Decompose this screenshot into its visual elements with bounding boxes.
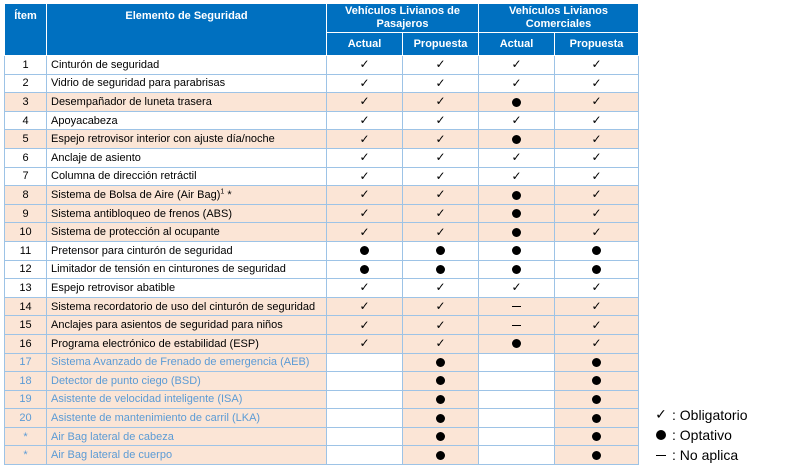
check-icon: ✓ <box>435 280 446 295</box>
check-icon: ✓ <box>435 113 446 128</box>
status-cell <box>479 390 555 409</box>
element-name-text: Columna de dirección retráctil <box>51 170 197 183</box>
element-name <box>47 167 327 186</box>
check-icon: ✓ <box>435 187 446 202</box>
table-row <box>5 111 639 130</box>
check-icon: ✓ <box>591 336 602 351</box>
status-cell <box>403 353 479 372</box>
status-cell <box>555 390 639 409</box>
element-name-text: Apoyacabeza <box>51 114 118 127</box>
status-cell <box>327 334 403 353</box>
status-cell <box>403 56 479 75</box>
check-icon: ✓ <box>511 57 522 72</box>
header-group-comerciales: Vehículos Livianos Comerciales <box>479 4 639 33</box>
element-name <box>47 297 327 316</box>
check-icon: ✓ <box>359 75 370 90</box>
status-cell <box>403 204 479 223</box>
status-cell <box>403 390 479 409</box>
status-cell <box>479 74 555 93</box>
element-name <box>47 409 327 428</box>
item-number: 10 <box>5 223 47 242</box>
header-actual-pasajeros: Actual <box>327 33 403 56</box>
item-number: 4 <box>5 111 47 130</box>
check-icon: ✓ <box>359 131 370 146</box>
table-row <box>5 74 639 93</box>
status-cell <box>479 148 555 167</box>
dot-icon <box>592 395 601 404</box>
element-name <box>47 93 327 112</box>
element-name <box>47 223 327 242</box>
status-cell <box>403 148 479 167</box>
status-cell <box>327 260 403 279</box>
element-name-text: Sistema antibloqueo de frenos (ABS) <box>51 207 232 220</box>
status-cell <box>555 316 639 335</box>
footnote-asterisk: * <box>224 188 232 201</box>
check-icon: ✓ <box>591 113 602 128</box>
table-row <box>5 260 639 279</box>
item-number: 3 <box>5 93 47 112</box>
check-icon: ✓ <box>359 57 370 72</box>
check-icon: ✓ <box>359 280 370 295</box>
element-name <box>47 148 327 167</box>
check-icon: ✓ <box>591 187 602 202</box>
dot-icon <box>592 451 601 460</box>
element-name <box>47 111 327 130</box>
status-cell <box>479 279 555 298</box>
status-cell <box>327 316 403 335</box>
check-icon: ✓ <box>591 168 602 183</box>
header-propuesta-pasajeros: Propuesta <box>403 33 479 56</box>
status-cell <box>403 111 479 130</box>
check-icon: ✓ <box>435 131 446 146</box>
element-name-text: Cinturón de seguridad <box>51 58 160 71</box>
table-row <box>5 372 639 391</box>
dot-icon <box>512 209 521 218</box>
status-cell <box>555 204 639 223</box>
safety-elements-table <box>4 3 639 465</box>
dash-icon <box>512 306 521 307</box>
check-icon: ✓ <box>511 168 522 183</box>
dot-icon <box>436 358 445 367</box>
check-icon: ✓ <box>591 131 602 146</box>
check-icon: ✓ <box>511 150 522 165</box>
header-group-pasajeros: Vehículos Livianos de Pasajeros <box>327 4 479 33</box>
item-number: 15 <box>5 316 47 335</box>
status-cell <box>479 204 555 223</box>
element-name <box>47 353 327 372</box>
check-icon: ✓ <box>435 206 446 221</box>
status-cell <box>403 279 479 298</box>
check-icon: ✓ <box>591 94 602 109</box>
status-cell <box>403 74 479 93</box>
status-cell <box>403 409 479 428</box>
status-cell <box>555 409 639 428</box>
dot-icon <box>436 395 445 404</box>
item-number: 20 <box>5 409 47 428</box>
dot-icon <box>360 265 369 274</box>
status-cell <box>479 409 555 428</box>
status-cell <box>479 186 555 205</box>
item-number: 1 <box>5 56 47 75</box>
status-cell <box>327 93 403 112</box>
status-cell <box>479 297 555 316</box>
element-name-text: Asistente de velocidad inteligente (ISA) <box>51 393 243 406</box>
element-name-text: Vidrio de seguridad para parabrisas <box>51 77 226 90</box>
element-name <box>47 316 327 335</box>
status-cell <box>403 186 479 205</box>
check-icon: ✓ <box>359 150 370 165</box>
status-cell <box>403 93 479 112</box>
status-cell <box>479 111 555 130</box>
status-cell <box>403 446 479 465</box>
item-number: 7 <box>5 167 47 186</box>
status-cell <box>555 223 639 242</box>
item-number: 9 <box>5 204 47 223</box>
status-cell <box>479 223 555 242</box>
item-number: 18 <box>5 372 47 391</box>
item-number: 19 <box>5 390 47 409</box>
check-icon: ✓ <box>591 150 602 165</box>
dot-icon <box>512 98 521 107</box>
item-number: 6 <box>5 148 47 167</box>
status-cell <box>403 372 479 391</box>
item-number: 16 <box>5 334 47 353</box>
status-cell <box>403 427 479 446</box>
check-icon: ✓ <box>591 206 602 221</box>
status-cell <box>555 334 639 353</box>
status-cell <box>479 316 555 335</box>
check-icon: ✓ <box>591 280 602 295</box>
status-cell <box>555 427 639 446</box>
item-number: * <box>5 446 47 465</box>
item-number: 5 <box>5 130 47 149</box>
dot-icon <box>592 246 601 255</box>
element-name-text: Sistema de Bolsa de Aire (Air Bag) <box>51 188 221 201</box>
status-cell <box>555 372 639 391</box>
status-cell <box>479 446 555 465</box>
status-cell <box>327 241 403 260</box>
status-cell <box>479 93 555 112</box>
status-cell <box>403 334 479 353</box>
status-cell <box>327 130 403 149</box>
check-icon: ✓ <box>359 113 370 128</box>
check-icon: ✓ <box>435 299 446 314</box>
header-item: Ítem <box>5 4 47 56</box>
status-cell <box>479 56 555 75</box>
table-row <box>5 446 639 465</box>
check-icon: ✓ <box>435 224 446 239</box>
status-cell <box>555 279 639 298</box>
element-name-text: Pretensor para cinturón de seguridad <box>51 244 233 257</box>
element-name <box>47 74 327 93</box>
status-cell <box>327 279 403 298</box>
status-cell <box>555 148 639 167</box>
table-row <box>5 186 639 205</box>
item-number: * <box>5 427 47 446</box>
element-name-text: Sistema recordatorio de uso del cinturón de seguridad <box>51 300 316 313</box>
dot-icon <box>360 246 369 255</box>
status-cell <box>327 427 403 446</box>
status-cell <box>555 74 639 93</box>
legend-no-aplica-label: : No aplica <box>672 447 739 463</box>
table-row <box>5 297 639 316</box>
dot-icon <box>436 246 445 255</box>
dot-icon <box>436 432 445 441</box>
dot-icon <box>512 191 521 200</box>
check-icon: ✓ <box>435 336 446 351</box>
element-name-text: Espejo retrovisor interior con ajuste día/noche <box>51 133 275 146</box>
status-cell <box>555 241 639 260</box>
legend-obligatorio-label: : Obligatorio <box>672 407 748 423</box>
status-cell <box>555 111 639 130</box>
element-name <box>47 204 327 223</box>
status-cell <box>479 167 555 186</box>
status-cell <box>555 167 639 186</box>
status-cell <box>327 409 403 428</box>
element-name <box>47 260 327 279</box>
table-row <box>5 390 639 409</box>
status-cell <box>403 316 479 335</box>
dot-icon <box>512 339 521 348</box>
legend-optativo-label: : Optativo <box>672 427 732 443</box>
element-name-text: Sistema de protección al ocupante <box>51 226 220 239</box>
element-name-text: Air Bag lateral de cuerpo <box>51 449 173 462</box>
check-icon: ✓ <box>359 206 370 221</box>
element-name <box>47 390 327 409</box>
element-name-text: Desempañador de luneta trasera <box>51 95 212 108</box>
status-cell <box>479 427 555 446</box>
check-icon: ✓ <box>359 224 370 239</box>
status-cell <box>479 130 555 149</box>
check-icon: ✓ <box>359 187 370 202</box>
table-row <box>5 204 639 223</box>
dot-icon <box>592 376 601 385</box>
status-cell <box>555 297 639 316</box>
item-number: 11 <box>5 241 47 260</box>
element-name <box>47 279 327 298</box>
check-icon: ✓ <box>359 168 370 183</box>
table-row <box>5 56 639 75</box>
table-row <box>5 279 639 298</box>
status-cell <box>403 167 479 186</box>
dot-icon <box>512 135 521 144</box>
table-row <box>5 427 639 446</box>
check-icon: ✓ <box>435 168 446 183</box>
item-number: 2 <box>5 74 47 93</box>
table-row <box>5 241 639 260</box>
dot-icon <box>436 265 445 274</box>
element-name <box>47 186 327 205</box>
table-row <box>5 334 639 353</box>
item-number: 8 <box>5 186 47 205</box>
element-name <box>47 427 327 446</box>
check-icon: ✓ <box>511 280 522 295</box>
check-icon: ✓ <box>591 299 602 314</box>
footnote-marker: 1 <box>220 188 225 196</box>
status-cell <box>555 260 639 279</box>
table-row <box>5 148 639 167</box>
status-cell <box>327 446 403 465</box>
element-name-text: Anclajes para asientos de seguridad para niños <box>51 319 283 332</box>
dot-icon <box>512 265 521 274</box>
status-cell <box>403 223 479 242</box>
check-icon: ✓ <box>591 317 602 332</box>
legend-obligatorio <box>650 405 747 425</box>
check-icon: ✓ <box>435 150 446 165</box>
table-row <box>5 93 639 112</box>
check-icon: ✓ <box>435 57 446 72</box>
element-name-text: Espejo retrovisor abatible <box>51 281 176 294</box>
status-cell <box>555 130 639 149</box>
status-cell <box>403 241 479 260</box>
check-icon: ✓ <box>359 336 370 351</box>
element-name-text: Detector de punto ciego (BSD) <box>51 374 201 387</box>
check-icon: ✓ <box>435 317 446 332</box>
dot-icon <box>512 228 521 237</box>
item-number: 13 <box>5 279 47 298</box>
dot-icon <box>592 414 601 423</box>
dot-icon <box>592 265 601 274</box>
status-cell <box>327 56 403 75</box>
header-actual-comerciales: Actual <box>479 33 555 56</box>
status-cell <box>403 130 479 149</box>
element-name-text: Programa electrónico de estabilidad (ESP) <box>51 337 259 350</box>
check-icon: ✓ <box>359 317 370 332</box>
legend <box>650 405 747 465</box>
table-row <box>5 167 639 186</box>
element-name-text: Anclaje de asiento <box>51 151 141 164</box>
status-cell <box>555 56 639 75</box>
element-name <box>47 446 327 465</box>
dot-icon <box>656 430 666 440</box>
dot-icon <box>436 376 445 385</box>
legend-optativo <box>650 425 747 445</box>
element-name <box>47 56 327 75</box>
status-cell <box>403 260 479 279</box>
status-cell <box>555 186 639 205</box>
check-icon: ✓ <box>591 57 602 72</box>
status-cell <box>327 223 403 242</box>
status-cell <box>479 241 555 260</box>
element-name-text: Limitador de tensión en cinturones de seguridad <box>51 263 286 276</box>
header-propuesta-comerciales: Propuesta <box>555 33 639 56</box>
check-icon: ✓ <box>511 75 522 90</box>
header-element: Elemento de Seguridad <box>47 4 327 56</box>
table-row <box>5 130 639 149</box>
dot-icon <box>436 451 445 460</box>
check-icon: ✓ <box>591 75 602 90</box>
element-name-text: Sistema Avanzado de Frenado de emergencia (AEB) <box>51 356 310 369</box>
element-name-text: Air Bag lateral de cabeza <box>51 430 174 443</box>
status-cell <box>327 148 403 167</box>
dot-icon <box>592 432 601 441</box>
status-cell <box>327 167 403 186</box>
table-row <box>5 223 639 242</box>
check-icon: ✓ <box>359 299 370 314</box>
item-number: 12 <box>5 260 47 279</box>
status-cell <box>327 390 403 409</box>
check-icon: ✓ <box>359 94 370 109</box>
legend-no-aplica <box>650 445 747 465</box>
item-number: 17 <box>5 353 47 372</box>
dot-icon <box>512 246 521 255</box>
status-cell <box>479 334 555 353</box>
table-row <box>5 409 639 428</box>
check-icon: ✓ <box>511 113 522 128</box>
table-row <box>5 316 639 335</box>
check-icon: ✓ <box>591 224 602 239</box>
dot-icon <box>592 358 601 367</box>
dash-icon <box>656 455 666 456</box>
check-icon: ✓ <box>435 75 446 90</box>
status-cell <box>327 297 403 316</box>
status-cell <box>327 372 403 391</box>
status-cell <box>327 204 403 223</box>
status-cell <box>479 372 555 391</box>
status-cell <box>327 74 403 93</box>
table-row <box>5 353 639 372</box>
status-cell <box>327 111 403 130</box>
status-cell <box>327 186 403 205</box>
element-name <box>47 130 327 149</box>
dot-icon <box>436 414 445 423</box>
dash-icon <box>512 325 521 326</box>
check-icon: ✓ <box>655 407 667 423</box>
status-cell <box>555 93 639 112</box>
status-cell <box>403 297 479 316</box>
status-cell <box>327 353 403 372</box>
element-name <box>47 372 327 391</box>
status-cell <box>479 260 555 279</box>
item-number: 14 <box>5 297 47 316</box>
check-icon: ✓ <box>435 94 446 109</box>
element-name <box>47 334 327 353</box>
element-name <box>47 241 327 260</box>
status-cell <box>479 353 555 372</box>
status-cell <box>555 446 639 465</box>
element-name-text: Asistente de mantenimiento de carril (LKA) <box>51 412 261 425</box>
status-cell <box>555 353 639 372</box>
